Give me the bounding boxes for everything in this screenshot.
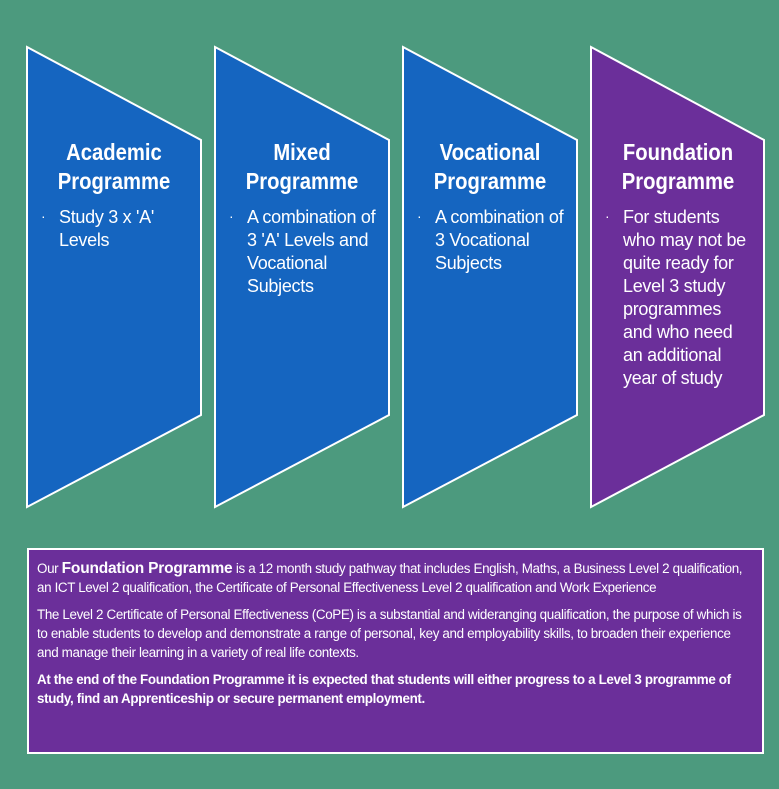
info-p1-prefix: Our [37,561,62,576]
mixed-bullet-item [227,206,377,298]
info-paragraph-2: The Level 2 Certificate of Personal Effectiveness (CoPE) is a substantial and wideranging qualification, the purpose of which is to enable students to develop and demonstrate a range of personal, key and employability skills, to broaden their experience and manage their learning in a variety of real life contexts. [37,607,742,660]
academic-bullet-text: Study 3 x 'A' Levels [59,207,155,250]
info-paragraph-1 [37,559,753,597]
vocational-bullet-item [415,206,565,275]
academic-bullet-item [39,206,189,252]
vocational-title-line1: Vocational [439,139,541,165]
info-p1-bold: Foundation Programme [61,560,233,577]
mixed-bullet-text: A combination of 3 'A' Levels and Vocational Subjects [247,207,376,296]
bullet-icon: · [417,208,422,224]
foundation-title-line1: Foundation [622,139,734,165]
info-paragraph-3: At the end of the Foundation Programme it is expected that students will either progress to a Level 3 programme of study, find an Apprenticeship or secure permanent employment. [37,672,731,706]
bullet-icon: · [41,208,46,224]
foundation-programme-card [603,138,753,390]
vocational-title-line2: Programme [433,168,547,194]
academic-title-line1: Academic [66,139,162,165]
foundation-info-box [27,548,764,754]
foundation-bullet-text: For students who may not be quite ready for Level 3 study programmes and who need an additional year of study [623,207,746,388]
foundation-title-line2: Programme [621,168,735,194]
info-p1-rest: is a 12 month study pathway that includes English, Maths, a Business Level 2 qualification, an ICT Level 2 qualification, the Certificate of Personal Effectiveness Level 2 qualification and Work Experience [37,561,743,595]
bullet-icon: · [605,208,610,224]
academic-title-line2: Programme [57,168,171,194]
vocational-bullet-text: A combination of 3 Vocational Subjects [435,207,564,273]
vocational-arrow-shape [403,47,577,507]
academic-arrow-shape [27,47,201,507]
mixed-programme-card [227,138,377,298]
mixed-title-line2: Programme [245,168,359,194]
vocational-programme-card [415,138,565,275]
bullet-icon: · [229,208,234,224]
foundation-bullet-item [603,206,753,390]
mixed-title-line1: Mixed [273,139,331,165]
academic-programme-card [39,138,189,252]
